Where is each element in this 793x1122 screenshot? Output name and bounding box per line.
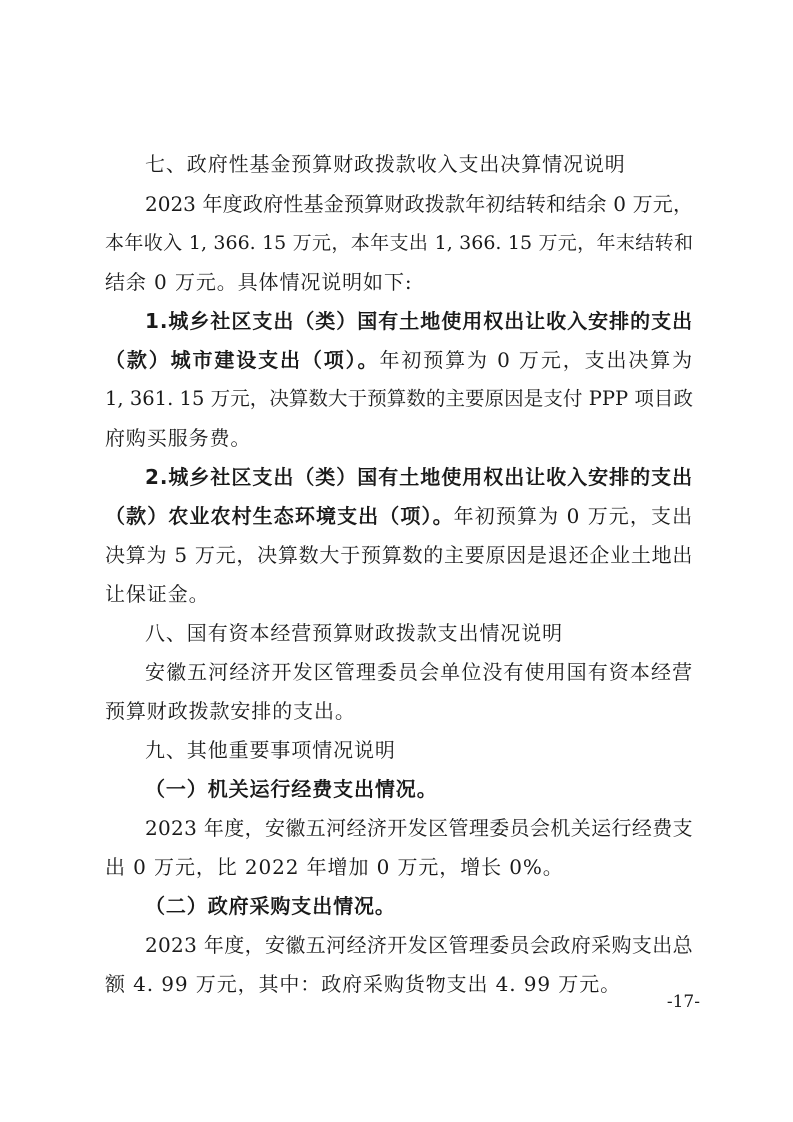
item-2-text: 年初预算为 0 万元，支出 — [453, 504, 693, 528]
paragraph-line: 2023 年度政府性基金预算财政拨款年初结转和结余 0 万元， — [145, 192, 693, 216]
paragraph-line: 预算财政拨款安排的支出。 — [105, 699, 356, 723]
paragraph-line: 安徽五河经济开发区管理委员会单位没有使用国有资本经营 — [145, 660, 693, 684]
paragraph-line: 决算为 5 万元，决算数大于预算数的主要原因是退还企业土地出 — [105, 543, 693, 567]
paragraph-line: 结余 0 万元。具体情况说明如下: — [105, 270, 413, 294]
section-heading-8: 八、国有资本经营预算财政拨款支出情况说明 — [145, 621, 563, 645]
paragraph-line: 出 0 万元，比 2022 年增加 0 万元，增长 0%。 — [105, 855, 564, 879]
paragraph-line: 本年收入 1, 366. 15 万元，本年支出 1, 366. 15 万元，年末结转和 — [105, 232, 693, 254]
item-2-title-line: 2.城乡社区支出（类）国有土地使用权出让收入安排的支出 — [145, 465, 693, 489]
paragraph-line: 府购买服务费。 — [105, 426, 252, 450]
item-1-text: 年初预算为 0 万元，支出决算为 — [379, 348, 693, 372]
section-heading-9: 九、其他重要事项情况说明 — [145, 738, 396, 762]
item-2-title-end: （款）农业农村生态环境支出（项）。 — [105, 504, 454, 528]
item-1-line-2 — [105, 340, 693, 380]
paragraph-line: 让保证金。 — [105, 582, 210, 606]
section-heading-7: 七、政府性基金预算财政拨款收入支出决算情况说明 — [145, 152, 626, 176]
paragraph-line: 2023 年度，安徽五河经济开发区管理委员会机关运行经费支 — [145, 816, 693, 840]
paragraph-line: 2023 年度，安徽五河经济开发区管理委员会政府采购支出总 — [145, 933, 693, 957]
item-1-title-end: （款）城市建设支出（项）。 — [105, 348, 380, 372]
page-number: -17- — [666, 992, 700, 1012]
item-2-line-2 — [105, 496, 693, 536]
paragraph-line: 1, 361. 15 万元，决算数大于预算数的主要原因是支付 PPP 项目政 — [105, 387, 693, 410]
subsection-heading-1: （一）机关运行经费支出情况。 — [145, 777, 438, 801]
subsection-heading-2: （二）政府采购支出情况。 — [145, 894, 396, 918]
item-1-title-line: 1.城乡社区支出（类）国有土地使用权出让收入安排的支出 — [145, 309, 693, 333]
paragraph-line: 额 4. 99 万元，其中：政府采购货物支出 4. 99 万元。 — [105, 972, 622, 996]
